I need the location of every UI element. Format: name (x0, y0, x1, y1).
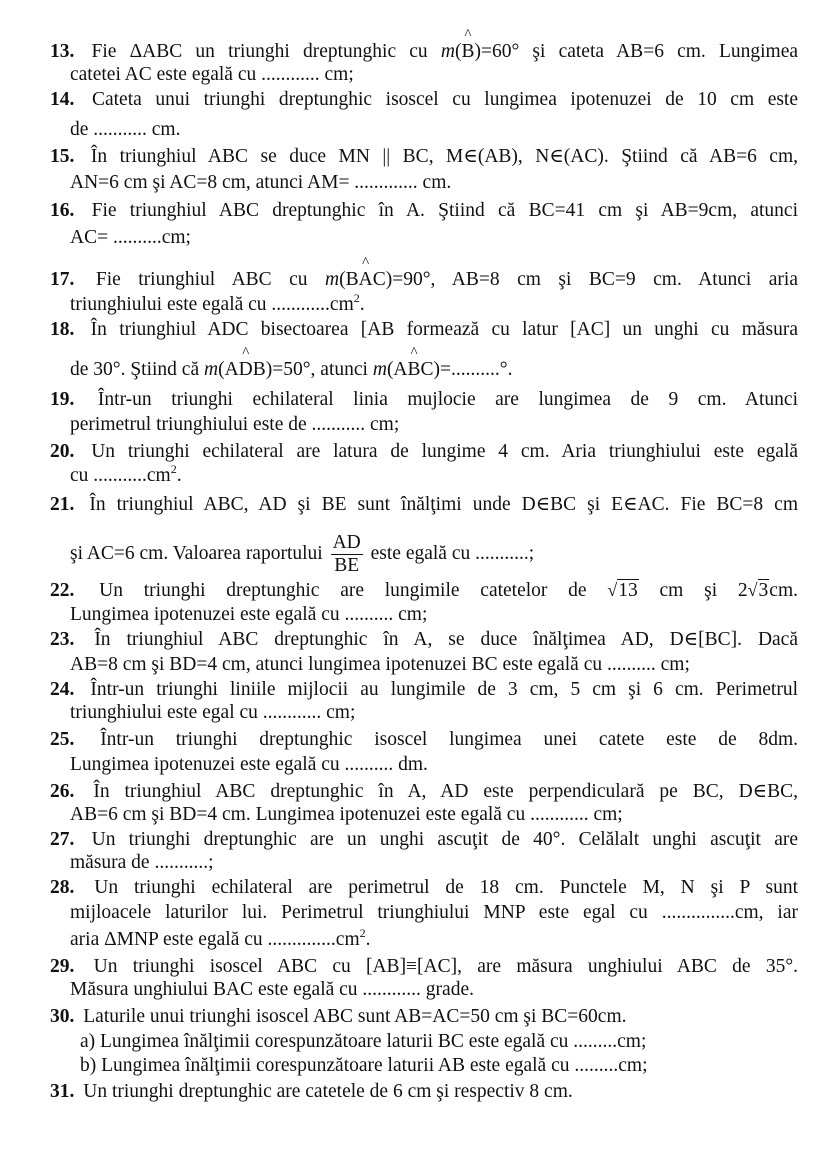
problem-number: 31. (50, 1081, 75, 1102)
problem-number: 20. (50, 441, 75, 462)
radicand: 3 (758, 580, 769, 601)
problem-18-line (70, 357, 798, 383)
fraction (331, 532, 363, 577)
text: catetei AC este egală cu ............ cm; (70, 64, 354, 85)
superscript: 2 (359, 926, 366, 940)
problem-number: 21. (50, 494, 75, 515)
text: (A (386, 359, 408, 380)
text: În triunghiul ABC se duce MN || BC, M∈(AB), N∈(AC). Ştiind că AB=6 cm, (90, 146, 799, 167)
problem-30-line (80, 1053, 798, 1079)
problem-31-line (50, 1079, 798, 1105)
problem-14-line (50, 87, 798, 113)
text: cm şi 2 (638, 580, 748, 601)
problem-18-line (50, 317, 798, 343)
problem-23-line (70, 652, 798, 678)
text: Un triunghi isoscel ABC cu [AB]≡[AC], are măsura unghiului ABC de 35°. (93, 956, 798, 977)
problem-number: 18. (50, 319, 75, 340)
text: . (176, 465, 182, 486)
text: Un triunghi dreptunghic are un unghi ascuţit de 40°. Celălalt unghi ascuţit are (91, 829, 799, 850)
radical-sign-icon: √ (607, 580, 618, 600)
text: (A (218, 359, 239, 380)
text: cm. (769, 580, 798, 601)
text: ( (454, 41, 462, 62)
text: Într-un triunghi dreptunghic isoscel lungimea unei catete este de 8dm. (100, 729, 799, 750)
problem-number: 26. (50, 781, 75, 802)
text: AN=6 cm şi AC=8 cm, atunci AM= ............. cm. (70, 172, 452, 193)
text: Fie triunghiul ABC dreptunghic în A. Ştiind că BC=41 cm şi AB=9cm, atunci (91, 200, 799, 221)
problem-number: 15. (50, 146, 75, 167)
text: aria ΔMNP este egală cu ..............cm (70, 929, 360, 950)
text: În triunghiul ABC, AD şi BE sunt înălţimi unde D∈BC şi E∈AC. Fie BC=8 cm (89, 494, 799, 515)
text: Măsura unghiului BAC este egală cu ............ grade. (70, 979, 474, 1000)
text: de 30°. Ştiind că (70, 359, 204, 380)
text: )=60° şi cateta AB=6 cm. Lungimea (474, 41, 799, 62)
superscript: 2 (170, 462, 177, 476)
problem-27-line (70, 850, 798, 876)
problem-30-line (50, 1004, 798, 1030)
text: În triunghiul ABC dreptunghic în A, AD este perpendiculară pe BC, D∈BC, (93, 781, 798, 802)
radical-sign-icon: √ (747, 580, 758, 600)
text: Fie triunghiul ABC cu (95, 269, 326, 290)
text: Lungimea ipotenuzei este egală cu .......... cm; (70, 604, 428, 625)
problem-16-line (50, 198, 798, 224)
text: AC= ..........cm; (70, 227, 191, 248)
square-root (607, 580, 638, 601)
math-italic: m (372, 359, 387, 380)
problem-24-line (70, 700, 798, 726)
problem-23-line (50, 627, 798, 653)
problem-29-line (70, 977, 798, 1003)
text: Un triunghi echilateral are perimetrul de 18 cm. Punctele M, N şi P sunt (94, 877, 798, 898)
text: triunghiului este egal cu ............ cm; (70, 702, 356, 723)
problem-number: 24. (50, 679, 75, 700)
text: perimetrul triunghiului este de ........... cm; (70, 414, 400, 435)
text: cu ...........cm (70, 465, 171, 486)
text: mijloacele laturilor lui. Perimetrul triunghiului MNP este egal cu ...............cm, iar (70, 902, 798, 923)
problem-number: 16. (50, 200, 75, 221)
problem-26-line (70, 802, 798, 828)
problem-25-line (70, 752, 798, 778)
text: Într-un triunghi echilateral linia mujlocie are lungimea de 9 cm. Atunci (97, 389, 798, 410)
problem-17-line (70, 292, 798, 318)
angle-hat: ^ D (239, 357, 253, 383)
problem-22-line (70, 602, 798, 628)
angle-hat: ^ A (359, 267, 373, 293)
problem-number: 25. (50, 729, 75, 750)
text: de ........... cm. (70, 119, 181, 140)
text: şi AC=6 cm. Valoarea raportului (70, 542, 328, 564)
text: În triunghiul ADC bisectoarea [AB formează cu latur [AC] un unghi cu măsura (90, 319, 799, 340)
superscript: 2 (353, 291, 360, 305)
problem-21-line (70, 532, 798, 576)
problem-15-line (50, 144, 798, 170)
problem-number: 30. (50, 1006, 75, 1027)
text: Un triunghi dreptunghic are catetele de 6 cm şi respectiv 8 cm. (83, 1081, 573, 1102)
problem-17-line (50, 267, 798, 293)
problem-28-line (70, 900, 798, 926)
math-italic: m (325, 269, 340, 290)
text: C)=..........°. (420, 359, 513, 380)
text: În triunghiul ABC dreptunghic în A, se duce înălţimea AD, D∈[BC]. Dacă (94, 629, 798, 650)
problem-number: 28. (50, 877, 75, 898)
text: Un triunghi dreptunghic are lungimile catetelor de (99, 580, 608, 601)
math-italic: m (204, 359, 219, 380)
problem-number: 17. (50, 269, 75, 290)
problem-number: 14. (50, 89, 75, 110)
problem-19-line (70, 412, 798, 438)
problem-21-line (50, 492, 798, 518)
problem-number: 23. (50, 629, 75, 650)
problem-20-line (70, 463, 798, 489)
text: Într-un triunghi liniile mijlocii au lungimile de 3 cm, 5 cm şi 6 cm. Perimetrul (90, 679, 798, 700)
text: Lungimea ipotenuzei este egală cu .......... dm. (70, 754, 428, 775)
text: a) Lungimea înălţimii corespunzătoare laturii BC este egală cu .........cm; (80, 1031, 647, 1052)
text: AB=8 cm şi BD=4 cm, atunci lungimea ipotenuzei BC este egală cu .......... cm; (70, 654, 690, 675)
problem-22-line (50, 577, 798, 603)
text: . (359, 294, 365, 315)
text: triunghiului este egală cu ............cm (70, 294, 354, 315)
problem-number: 29. (50, 956, 75, 977)
text: Cateta unui triunghi dreptunghic isoscel cu lungimea ipotenuzei de 10 cm este (91, 89, 799, 110)
problem-number: 22. (50, 580, 75, 601)
text: Laturile unui triunghi isoscel ABC sunt AB=AC=50 cm şi BC=60cm. (83, 1006, 627, 1027)
text: este egală cu ...........; (365, 542, 535, 564)
text: C)=90°, AB=8 cm şi BC=9 cm. Atunci aria (372, 269, 798, 290)
text: . (365, 929, 371, 950)
problem-14-line (70, 117, 798, 143)
text: AB=6 cm şi BD=4 cm. Lungimea ipotenuzei este egală cu ............ cm; (70, 804, 623, 825)
problem-number: 19. (50, 389, 75, 410)
math-italic: m (440, 41, 455, 62)
text: (B (339, 269, 359, 290)
text: Un triunghi echilateral are latura de lungime 4 cm. Aria triunghiului este egală (91, 441, 799, 462)
angle-hat: ^ B (408, 357, 421, 383)
problem-15-line (70, 170, 798, 196)
text: Fie ΔABC un triunghi dreptunghic cu (91, 41, 441, 62)
problem-19-line (50, 387, 798, 413)
problem-number: 27. (50, 829, 75, 850)
problem-30-line (80, 1029, 798, 1055)
problem-16-line (70, 225, 798, 251)
problem-28-line (70, 927, 798, 953)
text: B)=50°, atunci (252, 359, 373, 380)
angle-hat: ^ B (461, 39, 474, 65)
radicand: 13 (618, 580, 638, 601)
problem-20-line (50, 439, 798, 465)
text: b) Lungimea înălţimii corespunzătoare laturii AB este egală cu .........cm; (80, 1055, 648, 1076)
numerator: AD (332, 532, 361, 553)
problem-13-line (70, 62, 798, 88)
problem-number: 13. (50, 41, 75, 62)
text: măsura de ...........; (70, 852, 214, 873)
square-root (748, 580, 770, 601)
denominator: BE (334, 555, 360, 576)
problem-28-line (50, 875, 798, 901)
problem-25-line (50, 727, 798, 753)
